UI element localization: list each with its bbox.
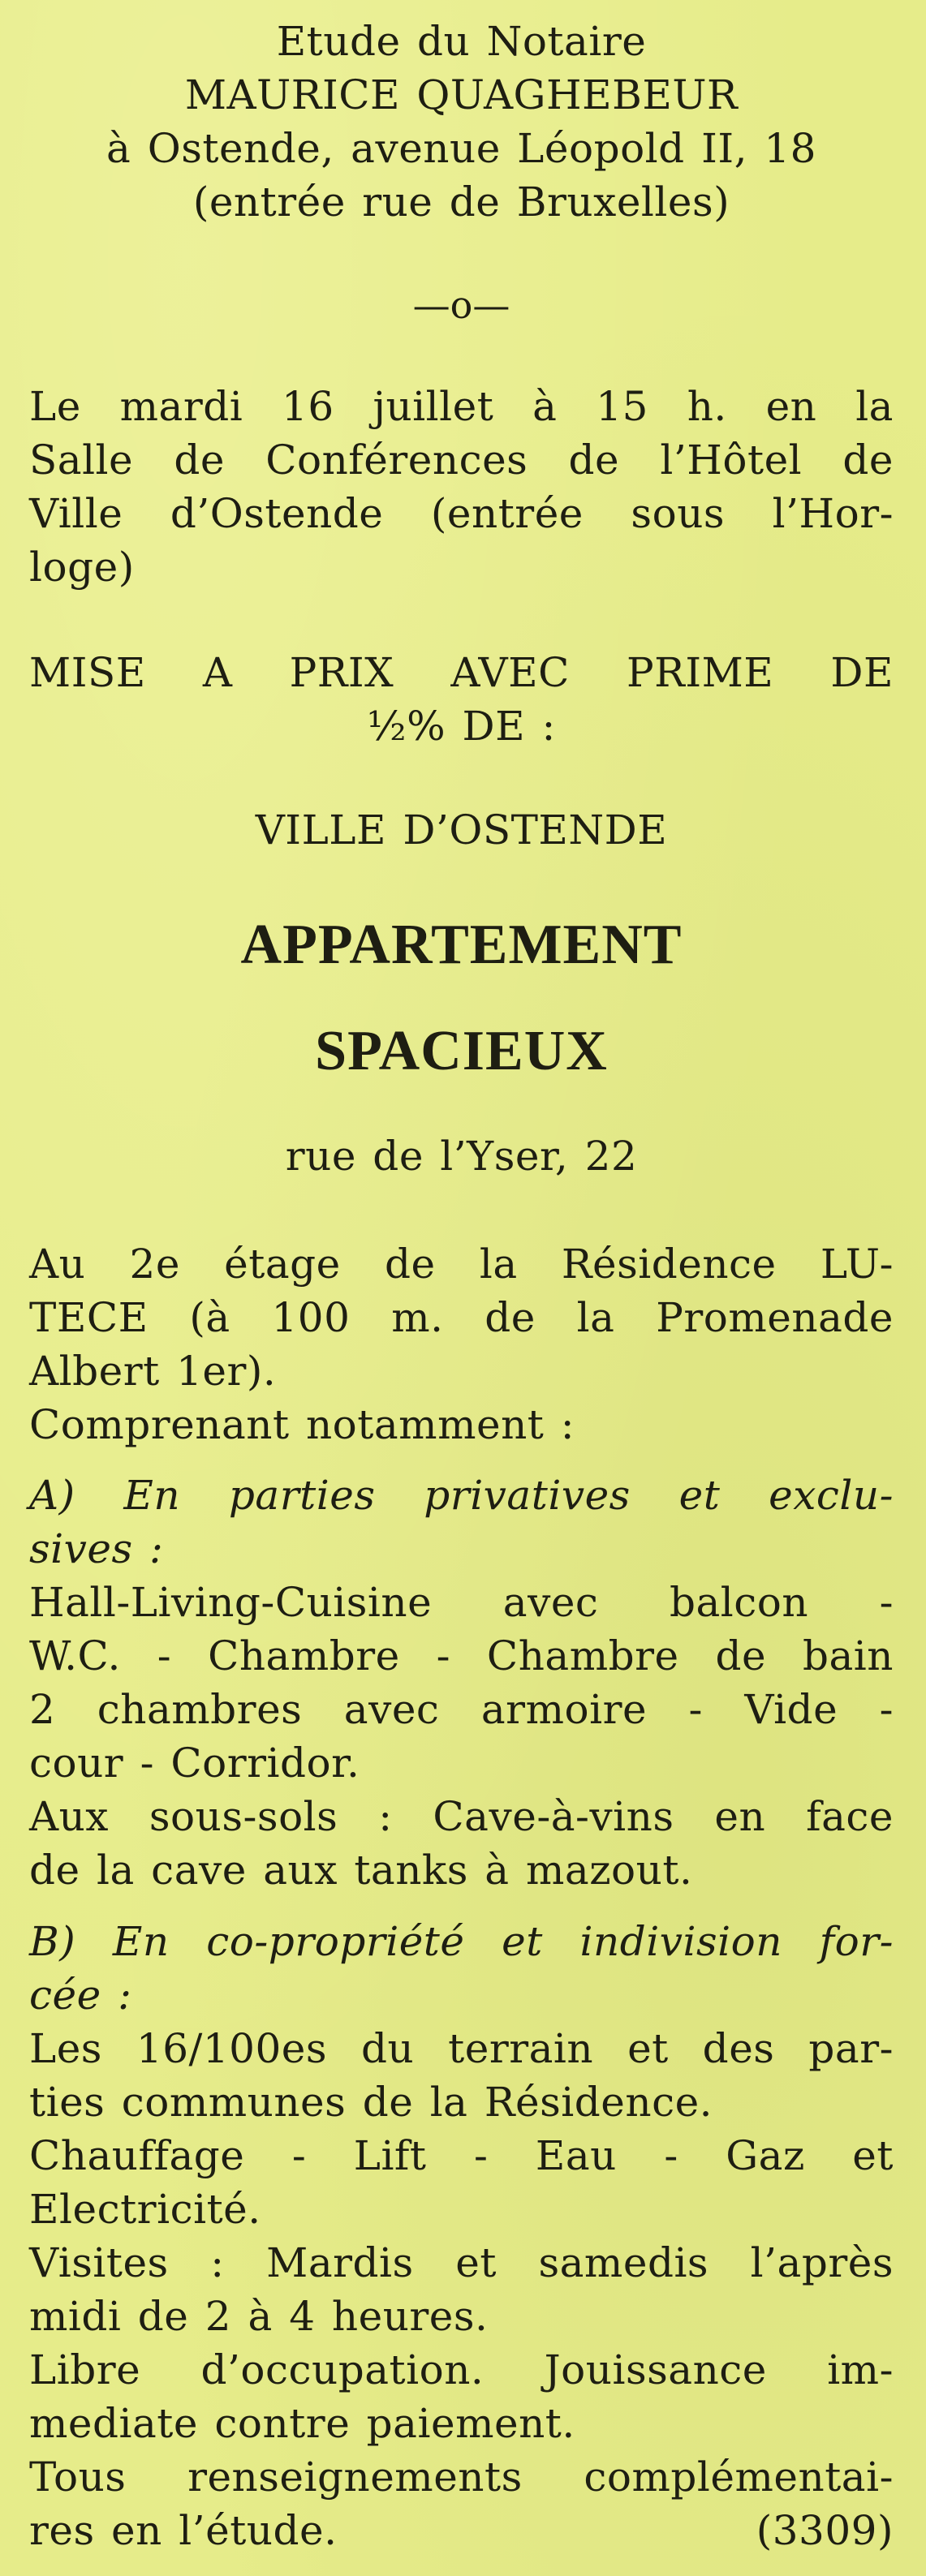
section-b-line-6: Electricité. (29, 2186, 261, 2233)
intro-paragraph (29, 380, 894, 594)
desc-line-4: Comprenant notamment : (29, 1401, 575, 1448)
city-line: VILLE D’OSTENDE (255, 806, 668, 854)
header-line-2: MAURICE QUAGHEBEUR (184, 71, 739, 118)
section-b-line-11: Tous renseignements complémentai- (29, 2453, 894, 2501)
section-b-line-9: Libre d’occupation. Jouissance im- (29, 2346, 894, 2393)
section-b-heading-2: cée : (29, 1972, 132, 2019)
section-a-heading-2: sives : (29, 1525, 164, 1572)
section-a-line-6: cour - Corridor. (29, 1740, 360, 1787)
section-b-line-4: ties communes de la Résidence. (29, 2079, 713, 2126)
intro-line-1: Le mardi 16 juillet à 15 h. en la (29, 383, 894, 430)
notary-header (29, 15, 894, 229)
sale-line-1: MISE A PRIX AVEC PRIME DE (29, 649, 894, 696)
address-line: rue de l’Yser, 22 (285, 1133, 638, 1180)
section-b-last-line (29, 2504, 894, 2557)
header-line-3: à Ostende, avenue Léopold II, 18 (106, 125, 816, 172)
section-b-line-5: Chauffage - Lift - Eau - Gaz et (29, 2132, 894, 2179)
co-ownership-section (29, 1915, 894, 2557)
header-line-4: (entrée rue de Bruxelles) (192, 178, 730, 226)
sale-line-2: ½% DE : (367, 703, 556, 750)
desc-line-1: Au 2e étage de la Résidence LU- (29, 1241, 894, 1288)
header-line-1: Etude du Notaire (276, 18, 647, 65)
desc-line-2: TECE (à 100 m. de la Promenade (29, 1294, 894, 1341)
description-paragraph (29, 1237, 894, 1451)
separator: —o— (412, 283, 510, 327)
private-parts-section (29, 1469, 894, 1897)
section-b-line-10: mediate contre paiement. (29, 2400, 575, 2447)
title-line-1: APPARTEMENT (240, 914, 683, 976)
sale-block (29, 646, 894, 753)
section-a-line-7: Aux sous-sols : Cave-à-vins en face (29, 1793, 894, 1840)
intro-line-4: loge) (29, 544, 135, 591)
section-b-line-3: Les 16/100es du terrain et des par- (29, 2025, 894, 2072)
intro-line-3: Ville d’Ostende (entrée sous l’Hor- (29, 490, 894, 537)
section-a-line-4: W.C. - Chambre - Chambre de bain (29, 1632, 894, 1679)
reference-number: (3309) (756, 2507, 894, 2554)
section-b-line-12: res en l’étude. (29, 2507, 338, 2554)
title-line-2: SPACIEUX (315, 1020, 608, 1082)
section-b-heading-1: B) En co-propriété et indivision for- (29, 1918, 894, 1965)
section-a-line-3: Hall-Living-Cuisine avec balcon - (29, 1579, 894, 1626)
desc-line-3: Albert 1er). (29, 1348, 277, 1395)
section-a-heading-1: A) En parties privatives et exclu- (29, 1472, 894, 1519)
section-b-line-8: midi de 2 à 4 heures. (29, 2293, 489, 2340)
section-b-line-7: Visites : Mardis et samedis l’après (29, 2239, 894, 2286)
intro-line-2: Salle de Conférences de l’Hôtel de (29, 437, 894, 484)
section-a-line-8: de la cave aux tanks à mazout. (29, 1847, 693, 1894)
section-a-line-5: 2 chambres avec armoire - Vide - (29, 1686, 894, 1733)
